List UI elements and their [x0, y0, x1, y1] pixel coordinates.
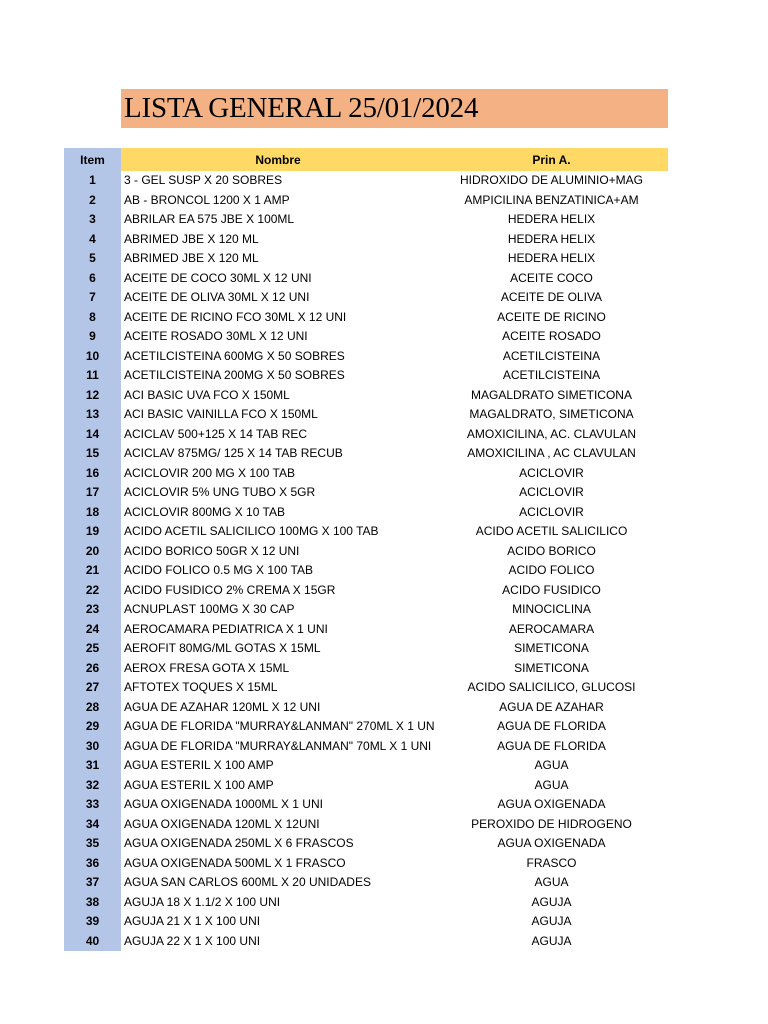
nombre-cell: AGUA ESTERIL X 100 AMP	[124, 758, 274, 773]
item-cell: 21	[64, 561, 121, 581]
prin-cell: AMPICILINA BENZATINICA+AM	[464, 192, 639, 207]
prin-cell: AGUA	[534, 777, 569, 792]
item-cell: 16	[64, 464, 121, 484]
column-header-item: Item	[64, 148, 121, 171]
table-row	[64, 620, 668, 640]
prin-cell: HEDERA HELIX	[507, 231, 596, 246]
nombre-cell: ACNUPLAST 100MG X 30 CAP	[124, 602, 295, 617]
prin-cell: ACICLOVIR	[519, 504, 584, 519]
prin-cell: AGUJA	[531, 933, 572, 948]
prin-cell: MAGALDRATO SIMETICONA	[471, 387, 632, 402]
table-row	[64, 522, 668, 542]
item-cell: 13	[64, 405, 121, 425]
prin-cell: AGUA DE FLORIDA	[497, 719, 606, 734]
nombre-cell: AEROCAMARA PEDIATRICA X 1 UNI	[124, 621, 328, 636]
column-header-nombre: Nombre	[121, 148, 435, 171]
prin-cell: ACETILCISTEINA	[502, 368, 601, 383]
table-row	[64, 405, 668, 425]
item-cell: 25	[64, 639, 121, 659]
table-row	[64, 230, 668, 250]
product-table	[64, 148, 668, 951]
nombre-cell: AGUA SAN CARLOS 600ML X 20 UNIDADES	[124, 875, 371, 890]
nombre-cell: AGUA DE FLORIDA "MURRAY&LANMAN" 270ML X 1 UN	[124, 719, 435, 734]
nombre-cell: ACEITE DE RICINO FCO 30ML X 12 UNI	[124, 309, 347, 324]
nombre-cell: AGUA OXIGENADA 250ML X 6 FRASCOS	[124, 836, 354, 851]
item-cell: 6	[64, 269, 121, 289]
item-cell: 27	[64, 678, 121, 698]
table-row	[64, 600, 668, 620]
prin-cell: AEROCAMARA	[508, 621, 595, 636]
prin-cell: AGUJA	[531, 914, 572, 929]
prin-cell: HIDROXIDO DE ALUMINIO+MAG	[459, 173, 644, 188]
item-cell: 15	[64, 444, 121, 464]
item-cell: 38	[64, 893, 121, 913]
prin-cell: SIMETICONA	[514, 641, 589, 656]
item-cell: 35	[64, 834, 121, 854]
nombre-cell: ACEITE DE OLIVA 30ML X 12 UNI	[124, 290, 310, 305]
prin-cell: AGUA DE FLORIDA	[497, 738, 606, 753]
prin-cell: AGUA	[534, 875, 569, 890]
nombre-cell: 3 - GEL SUSP X 20 SOBRES	[124, 173, 283, 188]
item-cell: 32	[64, 776, 121, 796]
nombre-cell: AGUJA 18 X 1.1/2 X 100 UNI	[124, 894, 281, 909]
table-row	[64, 815, 668, 835]
prin-cell: AGUJA	[531, 894, 572, 909]
table-row	[64, 873, 668, 893]
nombre-cell: ACICLAV 500+125 X 14 TAB REC	[124, 426, 308, 441]
table-row	[64, 698, 668, 718]
nombre-cell: ABRILAR EA 575 JBE X 100ML	[124, 212, 295, 227]
prin-cell: AMOXICILINA , AC CLAVULAN	[467, 446, 636, 461]
nombre-cell: ACEITE ROSADO 30ML X 12 UNI	[124, 329, 308, 344]
table-row	[64, 893, 668, 913]
nombre-cell: ACICLOVIR 200 MG X 100 TAB	[124, 465, 295, 480]
item-cell: 5	[64, 249, 121, 269]
nombre-cell: ACICLOVIR 800MG X 10 TAB	[124, 504, 285, 519]
item-cell: 31	[64, 756, 121, 776]
table-row	[64, 308, 668, 328]
prin-cell: SIMETICONA	[514, 660, 589, 675]
prin-cell: MINOCICLINA	[512, 602, 591, 617]
nombre-cell: AGUJA 21 X 1 X 100 UNI	[124, 914, 261, 929]
prin-cell: AMOXICILINA, AC. CLAVULAN	[466, 426, 637, 441]
table-row	[64, 366, 668, 386]
nombre-cell: AGUA DE AZAHAR 120ML X 12 UNI	[124, 699, 321, 714]
nombre-cell: AEROFIT 80MG/ML GOTAS X 15ML	[124, 641, 321, 656]
nombre-cell: ABRIMED JBE X 120 ML	[124, 251, 259, 266]
nombre-cell: AGUA ESTERIL X 100 AMP	[124, 777, 274, 792]
item-cell: 10	[64, 347, 121, 367]
item-cell: 23	[64, 600, 121, 620]
nombre-cell: AGUJA 22 X 1 X 100 UNI	[124, 933, 261, 948]
item-cell: 12	[64, 386, 121, 406]
nombre-cell: ACICLOVIR 5% UNG TUBO X 5GR	[124, 485, 316, 500]
table-row	[64, 639, 668, 659]
nombre-cell: ACI BASIC VAINILLA FCO X 150ML	[124, 407, 318, 422]
table-row	[64, 288, 668, 308]
item-cell: 2	[64, 191, 121, 211]
item-cell: 26	[64, 659, 121, 679]
nombre-cell: ACETILCISTEINA 600MG X 50 SOBRES	[124, 348, 345, 363]
item-cell: 18	[64, 503, 121, 523]
title-bar	[121, 89, 668, 128]
item-cell: 3	[64, 210, 121, 230]
prin-cell: AGUA DE AZAHAR	[499, 699, 604, 714]
nombre-cell: AB - BRONCOL 1200 X 1 AMP	[124, 192, 290, 207]
table-row	[64, 854, 668, 874]
table-row	[64, 912, 668, 932]
table-row	[64, 171, 668, 191]
prin-cell: ACIDO ACETIL SALICILICO	[475, 524, 628, 539]
prin-cell: AGUA	[534, 758, 569, 773]
item-cell: 19	[64, 522, 121, 542]
table-row	[64, 561, 668, 581]
item-cell: 9	[64, 327, 121, 347]
prin-cell: HEDERA HELIX	[507, 251, 596, 266]
page-title: LISTA GENERAL 25/01/2024	[124, 92, 479, 124]
nombre-cell: ACI BASIC UVA FCO X 150ML	[124, 387, 290, 402]
item-cell: 34	[64, 815, 121, 835]
table-row	[64, 542, 668, 562]
nombre-cell: AFTOTEX TOQUES X 15ML	[124, 680, 278, 695]
prin-cell: HEDERA HELIX	[507, 212, 596, 227]
table-row	[64, 581, 668, 601]
prin-cell: ACEITE COCO	[510, 270, 593, 285]
table-row	[64, 249, 668, 269]
table-row	[64, 737, 668, 757]
table-row	[64, 444, 668, 464]
item-cell: 11	[64, 366, 121, 386]
table-row	[64, 327, 668, 347]
table-row	[64, 425, 668, 445]
nombre-cell: ACIDO FOLICO 0.5 MG X 100 TAB	[124, 563, 313, 578]
nombre-cell: AGUA OXIGENADA 1000ML X 1 UNI	[124, 797, 323, 812]
table-row	[64, 776, 668, 796]
table-row	[64, 269, 668, 289]
item-cell: 40	[64, 932, 121, 952]
prin-cell: ACIDO BORICO	[507, 543, 596, 558]
nombre-cell: ACIDO ACETIL SALICILICO 100MG X 100 TAB	[124, 524, 379, 539]
prin-cell: ACICLOVIR	[519, 485, 584, 500]
item-cell: 33	[64, 795, 121, 815]
table-row	[64, 756, 668, 776]
table-row	[64, 347, 668, 367]
nombre-cell: ABRIMED JBE X 120 ML	[124, 231, 259, 246]
nombre-cell: AGUA OXIGENADA 500ML X 1 FRASCO	[124, 855, 346, 870]
table-row	[64, 191, 668, 211]
item-cell: 39	[64, 912, 121, 932]
nombre-cell: ACETILCISTEINA 200MG X 50 SOBRES	[124, 368, 345, 383]
nombre-cell: AGUA OXIGENADA 120ML X 12UNI	[124, 816, 320, 831]
item-cell: 30	[64, 737, 121, 757]
prin-cell: ACIDO FOLICO	[508, 563, 595, 578]
nombre-cell: ACEITE DE COCO 30ML X 12 UNI	[124, 270, 312, 285]
prin-cell: PEROXIDO DE HIDROGENO	[471, 816, 632, 831]
table-row	[64, 659, 668, 679]
table-row	[64, 210, 668, 230]
table-row	[64, 678, 668, 698]
table-row	[64, 795, 668, 815]
item-cell: 37	[64, 873, 121, 893]
item-cell: 36	[64, 854, 121, 874]
table-header-row	[64, 148, 668, 171]
prin-cell: ACEITE DE OLIVA	[500, 290, 603, 305]
prin-cell: ACEITE ROSADO	[502, 329, 601, 344]
prin-cell: ACIDO FUSIDICO	[502, 582, 601, 597]
item-cell: 7	[64, 288, 121, 308]
table-row	[64, 717, 668, 737]
item-cell: 20	[64, 542, 121, 562]
table-row	[64, 464, 668, 484]
prin-cell: MAGALDRATO, SIMETICONA	[469, 407, 634, 422]
item-cell: 28	[64, 698, 121, 718]
table-row	[64, 483, 668, 503]
item-cell: 24	[64, 620, 121, 640]
nombre-cell: AGUA DE FLORIDA "MURRAY&LANMAN" 70ML X 1 UNI	[124, 738, 432, 753]
item-cell: 4	[64, 230, 121, 250]
nombre-cell: ACIDO BORICO 50GR X 12 UNI	[124, 543, 300, 558]
item-cell: 17	[64, 483, 121, 503]
prin-cell: AGUA OXIGENADA	[497, 797, 606, 812]
item-cell: 29	[64, 717, 121, 737]
column-header-prin: Prin A.	[435, 148, 668, 171]
item-cell: 14	[64, 425, 121, 445]
table-row	[64, 932, 668, 952]
nombre-cell: AEROX FRESA GOTA X 15ML	[124, 660, 290, 675]
prin-cell: ACICLOVIR	[519, 465, 584, 480]
table-row	[64, 503, 668, 523]
prin-cell: ACETILCISTEINA	[502, 348, 601, 363]
prin-cell: ACEITE DE RICINO	[497, 309, 606, 324]
table-row	[64, 386, 668, 406]
prin-cell: ACIDO SALICILICO, GLUCOSI	[467, 680, 636, 695]
prin-cell: FRASCO	[526, 855, 577, 870]
nombre-cell: ACICLAV 875MG/ 125 X 14 TAB RECUB	[124, 446, 343, 461]
nombre-cell: ACIDO FUSIDICO 2% CREMA X 15GR	[124, 582, 336, 597]
table-row	[64, 834, 668, 854]
item-cell: 8	[64, 308, 121, 328]
prin-cell: AGUA OXIGENADA	[497, 836, 606, 851]
table-body	[64, 171, 668, 951]
item-cell: 22	[64, 581, 121, 601]
item-cell: 1	[64, 171, 121, 191]
